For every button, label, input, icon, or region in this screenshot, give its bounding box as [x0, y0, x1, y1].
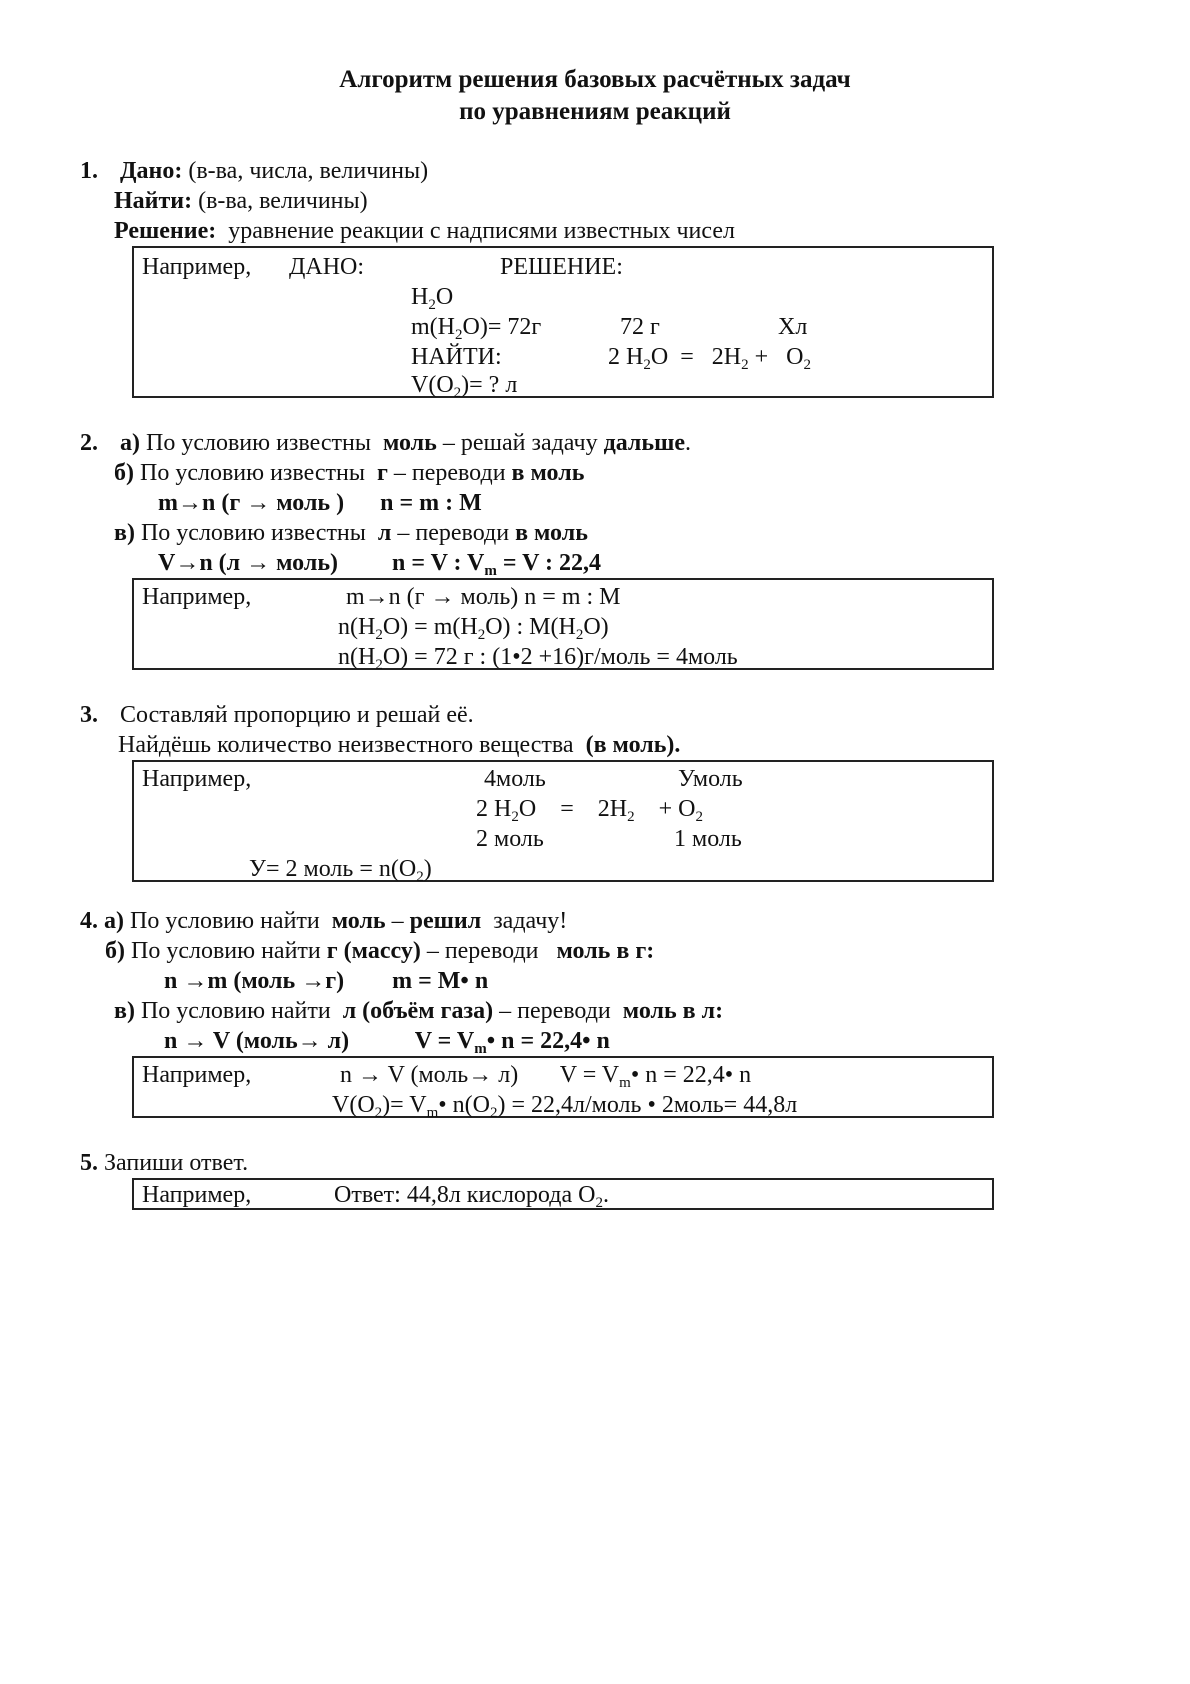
text-part: • n(O: [438, 1092, 490, 1118]
text-part: V(O: [411, 372, 454, 398]
text-part: =: [560, 796, 574, 822]
step3-example-box: [132, 760, 994, 885]
subscript: m: [619, 1075, 631, 1091]
text-part: n → V (моль→ л): [340, 1062, 519, 1088]
text-part: У= 2 моль = n(O: [249, 856, 417, 882]
step2-number: 2.: [80, 430, 98, 456]
example-line2: [332, 1090, 797, 1120]
text-part: O: [435, 284, 454, 310]
bold-text: в моль: [515, 520, 588, 546]
step3-number: 3.: [80, 702, 98, 728]
step4-c: [114, 996, 723, 1026]
bold-text: моль в г:: [556, 938, 655, 964]
page-subtitle: по уравнениям реакций: [459, 98, 731, 125]
given-substance: [411, 282, 453, 312]
above-water: 4моль: [484, 766, 546, 792]
text-part: 2 H: [476, 796, 512, 822]
subscript: 2: [477, 627, 486, 643]
example-line1: [340, 1060, 751, 1090]
text-part: m→n (г → моль ): [158, 490, 345, 516]
subscript: 2: [416, 869, 424, 885]
bold-text: а): [120, 430, 140, 456]
reaction-equation: [608, 342, 811, 372]
subscript: 2: [627, 809, 635, 825]
step2-example-box: [132, 578, 994, 673]
text-part: V = V: [559, 1062, 620, 1088]
text-part: Запиши ответ.: [104, 1150, 249, 1176]
text-part: O) = 72 г : (1•2 +16)г/моль = 4моль: [382, 644, 738, 670]
step4-example-box: [132, 1056, 994, 1121]
subscript: 2: [428, 297, 436, 313]
bold-text: г (массу): [326, 938, 421, 964]
text-part: По условию найти: [131, 938, 321, 964]
text-part: +: [754, 344, 769, 370]
example-label: Например,: [142, 766, 252, 792]
solution-header: РЕШЕНИЕ:: [500, 254, 623, 280]
step2-c: [114, 518, 588, 548]
text-part: – решай задачу: [442, 430, 598, 456]
subscript: 2: [375, 627, 383, 643]
text-part: n = V : V: [392, 550, 485, 576]
text-part: .: [684, 430, 691, 456]
step1-given: [80, 156, 428, 186]
bold-text: (в моль).: [585, 732, 681, 758]
bold-text: г: [376, 460, 388, 486]
text-part: ): [423, 856, 432, 882]
text-part: m(H: [411, 314, 455, 340]
step4-b-formula: [164, 966, 488, 996]
subscript: 2: [375, 657, 383, 673]
bold-text: а): [104, 908, 124, 934]
above-water: 72 г: [620, 314, 660, 340]
text-part: m = M• n: [392, 968, 489, 994]
text-part: V = V: [414, 1028, 475, 1054]
step2-c-formula: [158, 548, 601, 578]
text-part: По условию известны: [146, 430, 371, 456]
text-part: По условию известны: [140, 460, 365, 486]
example-line3: [338, 642, 738, 672]
example-result: [249, 854, 432, 884]
text-part: По условию найти: [140, 998, 331, 1024]
find-volume: [411, 370, 517, 400]
example-line1: m→n (г → моль) n = m : M: [346, 584, 621, 610]
given-label: Дано:: [120, 158, 183, 184]
bold-text: дальше: [603, 430, 685, 456]
text-part: Найдёшь количество неизвестного вещества: [118, 732, 574, 758]
bold-text: в моль: [511, 460, 585, 486]
text-part: )= V: [382, 1092, 427, 1118]
text-part: – переводи: [393, 460, 506, 486]
text-part: O)= 72г: [462, 314, 542, 340]
text-part: O: [518, 796, 537, 822]
step1-number: 1.: [80, 158, 98, 184]
find-header: НАЙТИ:: [411, 344, 502, 370]
step3-line2: [118, 730, 680, 760]
bold-text: моль: [331, 908, 386, 934]
bold-text: л: [377, 520, 392, 546]
find-text: (в-ва, величины): [198, 188, 368, 214]
bold-text: решил: [409, 908, 482, 934]
above-oxygen: Хл: [778, 314, 808, 340]
text-part: • n = 22,4• n: [630, 1062, 752, 1088]
text-part: .: [602, 1182, 609, 1208]
text-part: n = m : M: [380, 490, 482, 516]
example-line2: [338, 612, 609, 642]
solution-label: Решение:: [114, 218, 217, 244]
text-part: – переводи: [397, 520, 510, 546]
text-part: 2H: [711, 344, 742, 370]
below-oxygen: 1 моль: [674, 826, 742, 852]
text-part: 2H: [597, 796, 628, 822]
example-label: Например,: [142, 584, 252, 610]
text-part: По условию известны: [140, 520, 366, 546]
given-mass: [411, 312, 541, 342]
text-part: O) : M(H: [485, 614, 576, 640]
subscript: 2: [803, 357, 811, 373]
subscript: 2: [595, 1195, 603, 1211]
text-part: задачу!: [493, 908, 568, 934]
text-part: – переводи: [499, 998, 611, 1024]
text-part: V(O: [332, 1092, 375, 1118]
text-part: O: [786, 344, 804, 370]
step4-b: [105, 936, 654, 966]
reaction-equation: [476, 794, 703, 824]
step1-find: [114, 186, 368, 216]
example-label: Например,: [142, 1062, 252, 1088]
solution-text: уравнение реакции с надписями известных чисел: [228, 218, 735, 244]
text-part: n →m (моль →г): [164, 968, 345, 994]
text-part: 2 H: [608, 344, 644, 370]
find-label: Найти:: [114, 188, 193, 214]
step1-example-box: [132, 246, 994, 401]
bold-text: в): [114, 520, 135, 546]
subscript: m: [474, 1041, 487, 1057]
bold-text: б): [105, 938, 125, 964]
step2-b: [114, 458, 584, 488]
step5-line: [80, 1148, 248, 1178]
text-part: H: [411, 284, 429, 310]
step5-number: 5.: [80, 1150, 98, 1176]
text-part: • n = 22,4• n: [486, 1028, 610, 1054]
subscript: 2: [643, 357, 651, 373]
step5-example-box: [132, 1178, 994, 1210]
bold-text: моль: [382, 430, 437, 456]
above-oxygen: Умоль: [678, 766, 743, 792]
text-part: =: [680, 344, 694, 370]
bold-text: в): [114, 998, 135, 1024]
bold-text: л (объём газа): [342, 998, 494, 1024]
bold-text: б): [114, 460, 134, 486]
subscript: 2: [511, 809, 519, 825]
text-part: Ответ: 44,8л кислорода O: [334, 1182, 596, 1208]
below-water: 2 моль: [476, 826, 544, 852]
subscript: m: [426, 1105, 439, 1121]
text-part: n(H: [338, 614, 376, 640]
example-label: Например,: [142, 254, 252, 280]
step1-solution: [114, 216, 735, 246]
text-part: – переводи: [426, 938, 539, 964]
text-part: По условию найти: [130, 908, 320, 934]
text-part: –: [391, 908, 404, 934]
text-part: n(H: [338, 644, 376, 670]
text-part: )= ? л: [461, 372, 518, 398]
subscript: 2: [453, 385, 462, 401]
given-text: (в-ва, числа, величины): [188, 158, 429, 184]
subscript: 2: [575, 627, 584, 643]
step2-b-formula: [158, 488, 482, 518]
page-title: Алгоритм решения базовых расчётных задач: [339, 66, 851, 93]
example-label: Например,: [142, 1182, 252, 1208]
text-part: + O: [658, 796, 696, 822]
text-part: O) = m(H: [382, 614, 478, 640]
step2-a: [80, 428, 691, 458]
subscript: m: [484, 563, 497, 579]
text-part: Составляй пропорцию и решай её.: [120, 702, 474, 728]
given-header: ДАНО:: [289, 254, 365, 280]
step4-number: 4.: [80, 908, 98, 934]
text-part: ) = 22,4л/моль • 2моль= 44,8л: [497, 1092, 798, 1118]
answer-text: [334, 1180, 609, 1210]
step4-a: [80, 906, 567, 936]
text-part: O): [583, 614, 609, 640]
step3-line1: [80, 700, 474, 730]
subscript: 2: [490, 1105, 498, 1121]
subscript: 2: [741, 357, 749, 373]
subscript: 2: [374, 1105, 383, 1121]
text-part: V→n (л → моль): [158, 550, 338, 576]
text-part: O: [650, 344, 669, 370]
text-part: = V : 22,4: [502, 550, 602, 576]
text-part: n → V (моль→ л): [164, 1028, 350, 1054]
bold-text: моль в л:: [622, 998, 724, 1024]
subscript: 2: [695, 809, 703, 825]
subscript: 2: [455, 327, 463, 343]
step4-c-formula: [164, 1026, 610, 1056]
